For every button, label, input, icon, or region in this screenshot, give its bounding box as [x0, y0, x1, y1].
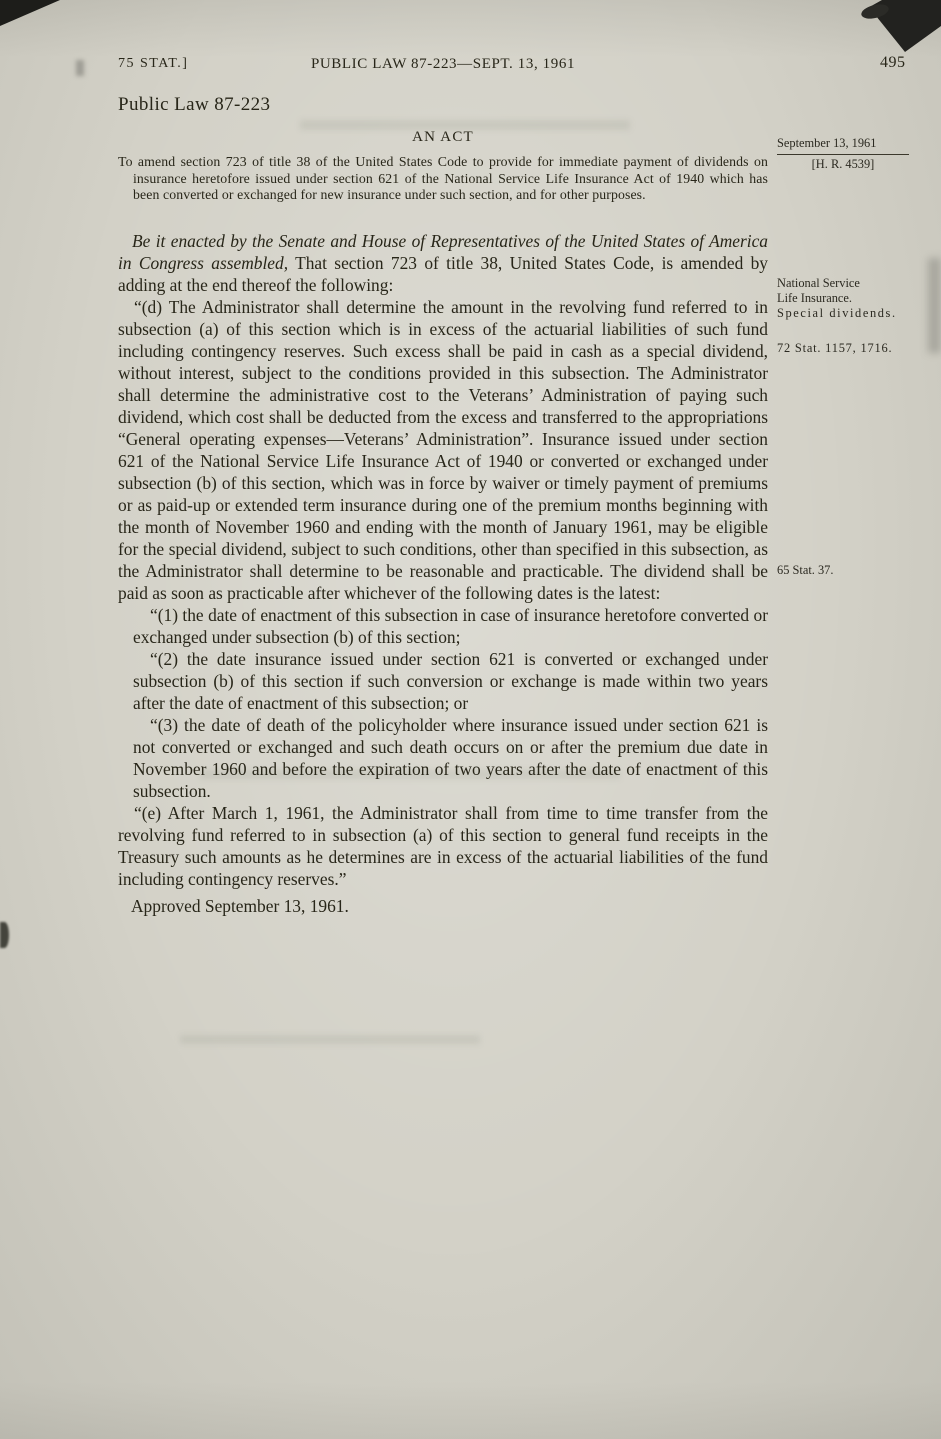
- enacting-clause-roman: That section 723 of title 38, United States Code, is amended by adding at the end thereof the following:: [118, 252, 769, 295]
- statute-body: [118, 230, 768, 917]
- main-text-column: [118, 94, 768, 917]
- enactment-date: September 13, 1961: [777, 136, 877, 150]
- margin-note-65-stat: [777, 563, 917, 578]
- section-e-paragraph: “(e) After March 1, 1961, the Administrator shall from time to time transfer from the revolving fund referred to in subsection (a) of this section to general fund receipts in the Treasury such amounts as he determines are in excess of the actuarial liabilities of the fund including contingency reserves.”: [118, 802, 768, 889]
- margin-note-line: Life Insurance.: [777, 290, 852, 305]
- approval-line: Approved September 13, 1961.: [131, 895, 349, 916]
- act-heading: AN ACT: [412, 129, 474, 145]
- margin-rule: [777, 154, 909, 155]
- running-header-title: PUBLIC LAW 87-223—SEPT. 13, 1961: [310, 56, 576, 72]
- margin-note-72-stat: [777, 341, 917, 356]
- preamble: To amend section 723 of title 38 of the United States Code to provide for immediate payment of dividends on insurance heretofore issued under section 621 of the National Service Life Insurance Act of 1940 which has been converted or exchanged for new insurance under such section, and for other purposes.: [118, 154, 768, 203]
- margin-note-nsli: [777, 276, 917, 321]
- enacting-clause: [118, 230, 768, 296]
- date-note: [777, 136, 917, 171]
- scan-artifact-right-smudge: [928, 258, 941, 353]
- clause-3: “(3) the date of death of the policyholder where insurance issued under section 621 is not converted or exchanged and such death occurs on or after the premium due date in November 1960 and before the expiration of two years after the date of enactment of this subsection.: [133, 714, 768, 801]
- margin-note-special-dividends: Special dividends.: [777, 306, 897, 320]
- bill-number: [H. R. 4539]: [811, 156, 875, 171]
- law-number-heading: Public Law 87-223: [118, 94, 271, 115]
- enacting-clause-italic: Be it enacted by the Senate and House of Representatives of the United States of America in Congress assembled,: [118, 230, 768, 273]
- statute-volume-label: 75 STAT.]: [118, 56, 189, 71]
- bleedthrough-ghost: [180, 1035, 480, 1044]
- clause-1: “(1) the date of enactment of this subsection in case of insurance heretofore converted or exchanged under subsection (b) of this section;: [133, 604, 768, 647]
- margin-note-line: National Service: [777, 276, 860, 290]
- scan-artifact-left-edge: [0, 922, 9, 948]
- clause-2: “(2) the date insurance issued under section 621 is converted or exchanged under subsection (b) of this section if such conversion or exchange is made within two years after the date of enactment of this subsection; or: [133, 648, 768, 713]
- section-d-paragraph: “(d) The Administrator shall determine the amount in the revolving fund referred to in subsection (a) of this section which is in excess of the actuarial liabilities of such fund including contingency reserves. Such excess shall be paid in cash as a special dividend, without interest, subject to the conditions provided in this subsection. The Administrator shall determine the administrative cost to the Veterans’ Administration of paying such dividend, which cost shall be deducted from the excess and transferred to the appropriations “General operating expenses—Veterans’ Administration”. Insurance issued under section 621 of the National Service Life Insurance Act of 1940 or converted or exchanged under subsection (b) of this section, which was in force by waiver or timely payment of premiums or as paid-up or extended term insurance during one of the premium months beginning with the month of November 1960 and ending with the month of January 1961, may be eligible for the special dividend, subject to such conditions, other than specified in this subsection, as the Administrator shall determine to be reasonable and practicable. The dividend shall be paid as soon as practicable after whichever of the following dates is the latest:: [118, 296, 768, 603]
- scan-artifact-left-smudge: [76, 60, 84, 76]
- margin-note-line: 65 Stat. 37.: [777, 563, 834, 577]
- margin-note-line: 72 Stat. 1157, 1716.: [777, 341, 893, 355]
- page-number: 495: [880, 54, 906, 71]
- scan-artifact-top-left: [0, 0, 60, 26]
